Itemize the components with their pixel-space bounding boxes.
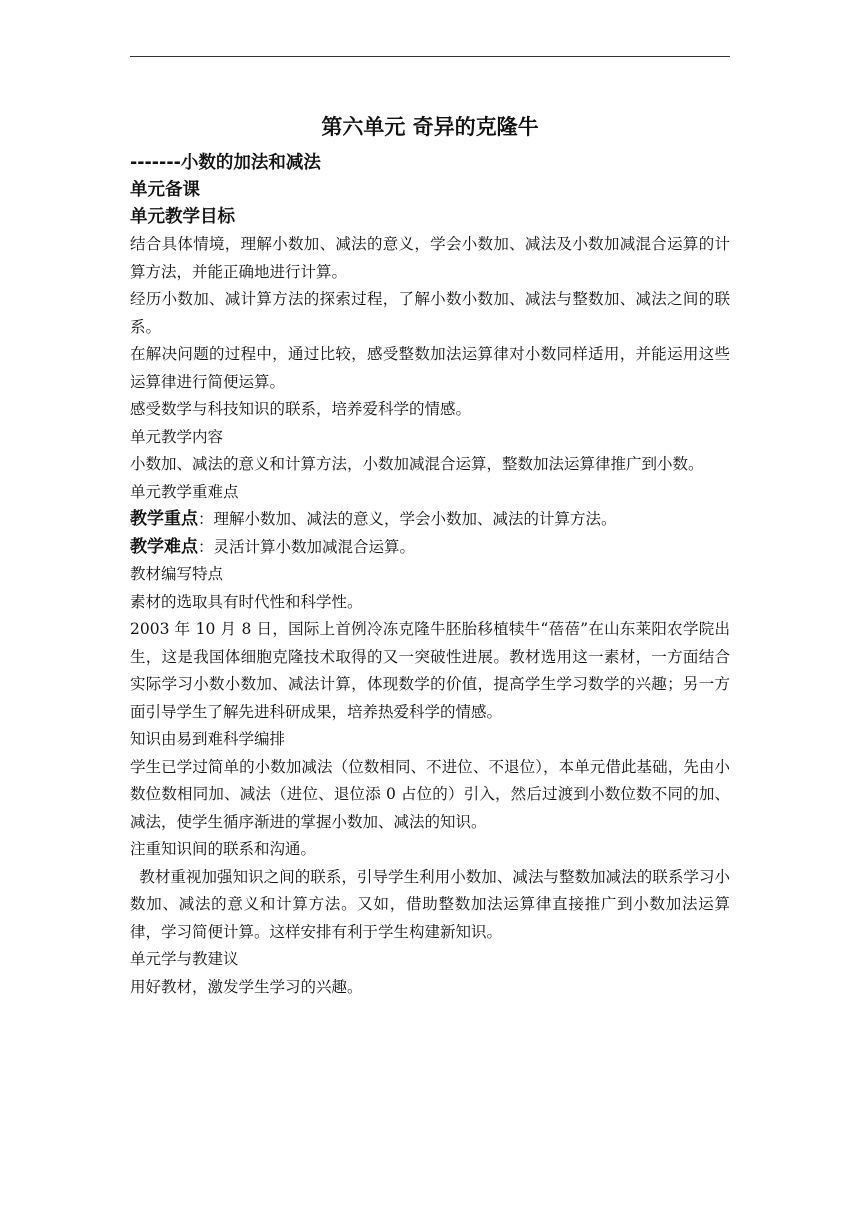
keypoints-label: 单元教学重难点 [130, 482, 239, 501]
section-heading-unit-prep: 单元备课 [130, 180, 200, 200]
document-body [130, 112, 730, 1001]
subtitle: -------小数的加法和减法 [130, 153, 321, 173]
difficulty-label: 教学难点 [130, 536, 198, 557]
content-paragraph: 小数加、减法的意义和计算方法，小数加减混合运算，整数加法运算律推广到小数。 [130, 455, 704, 473]
focus-text: ：理解小数加、减法的意义，学会小数加、减法的计算方法。 [198, 510, 617, 528]
feature-paragraph: 学生已学过简单的小数加减法（位数相同、不进位、不退位），本单元借此基础，先由小数位数相同加、减法（进位、退位添 0 占位的）引入，然后过渡到小数位数不同的加、减法，使学生循序渐进的掌握小数加、减法的知识。 [130, 757, 730, 831]
suggest-paragraph: 用好教材，激发学生学习的兴趣。 [130, 977, 363, 996]
goal-paragraph: 感受数学与科技知识的联系，培养爱科学的情感。 [130, 400, 472, 418]
content-label: 单元教学内容 [130, 427, 224, 446]
difficulty-line [130, 534, 730, 562]
goal-paragraph: 经历小数加、减计算方法的探索过程，了解小数小数加、减法与整数加、减法之间的联系。 [130, 290, 730, 336]
feature-title: 素材的选取具有时代性和科学性。 [130, 592, 363, 611]
feature-title: 注重知识间的联系和沟通。 [130, 840, 317, 858]
feature-paragraph: 教材重视加强知识之间的联系，引导学生利用小数加、减法与整数加减法的联系学习小数加、减法的意义和计算方法。又如，借助整数加法运算律直接推广到小数加法运算律，学习简便计算。这样安排有利于学生构建新知识。 [130, 867, 730, 941]
focus-line [130, 506, 730, 534]
difficulty-text: ：灵活计算小数加减混合运算。 [198, 537, 416, 556]
feature-title: 知识由易到难科学编排 [130, 730, 286, 748]
page-title: 第六单元 奇异的克隆牛 [321, 115, 539, 139]
suggest-label: 单元学与教建议 [130, 950, 239, 968]
features-label: 教材编写特点 [130, 565, 224, 583]
feature-paragraph: 2003 年 10 月 8 日，国际上首例冷冻克隆牛胚胎移植犊牛“蓓蓓”在山东莱阳农学院出生，这是我国体细胞克隆技术取得的又一突破性进展。教材选用这一素材，一方面结合实际学习小数小数加、减法计算，体现数学的价值，提高学生学习数学的兴趣；另一方面引导学生了解先进科研成果，培养热爱科学的情感。 [130, 620, 730, 721]
goal-paragraph: 在解决问题的过程中，通过比较，感受整数加法运算律对小数同样适用，并能运用这些运算律进行简便运算。 [130, 345, 730, 391]
section-heading-goals: 单元教学目标 [130, 207, 235, 227]
focus-label: 教学重点 [130, 509, 198, 529]
goal-paragraph: 结合具体情境，理解小数加、减法的意义，学会小数加、减法及小数加减混合运算的计算方法，并能正确地进行计算。 [130, 235, 730, 281]
header-rule [130, 56, 730, 57]
